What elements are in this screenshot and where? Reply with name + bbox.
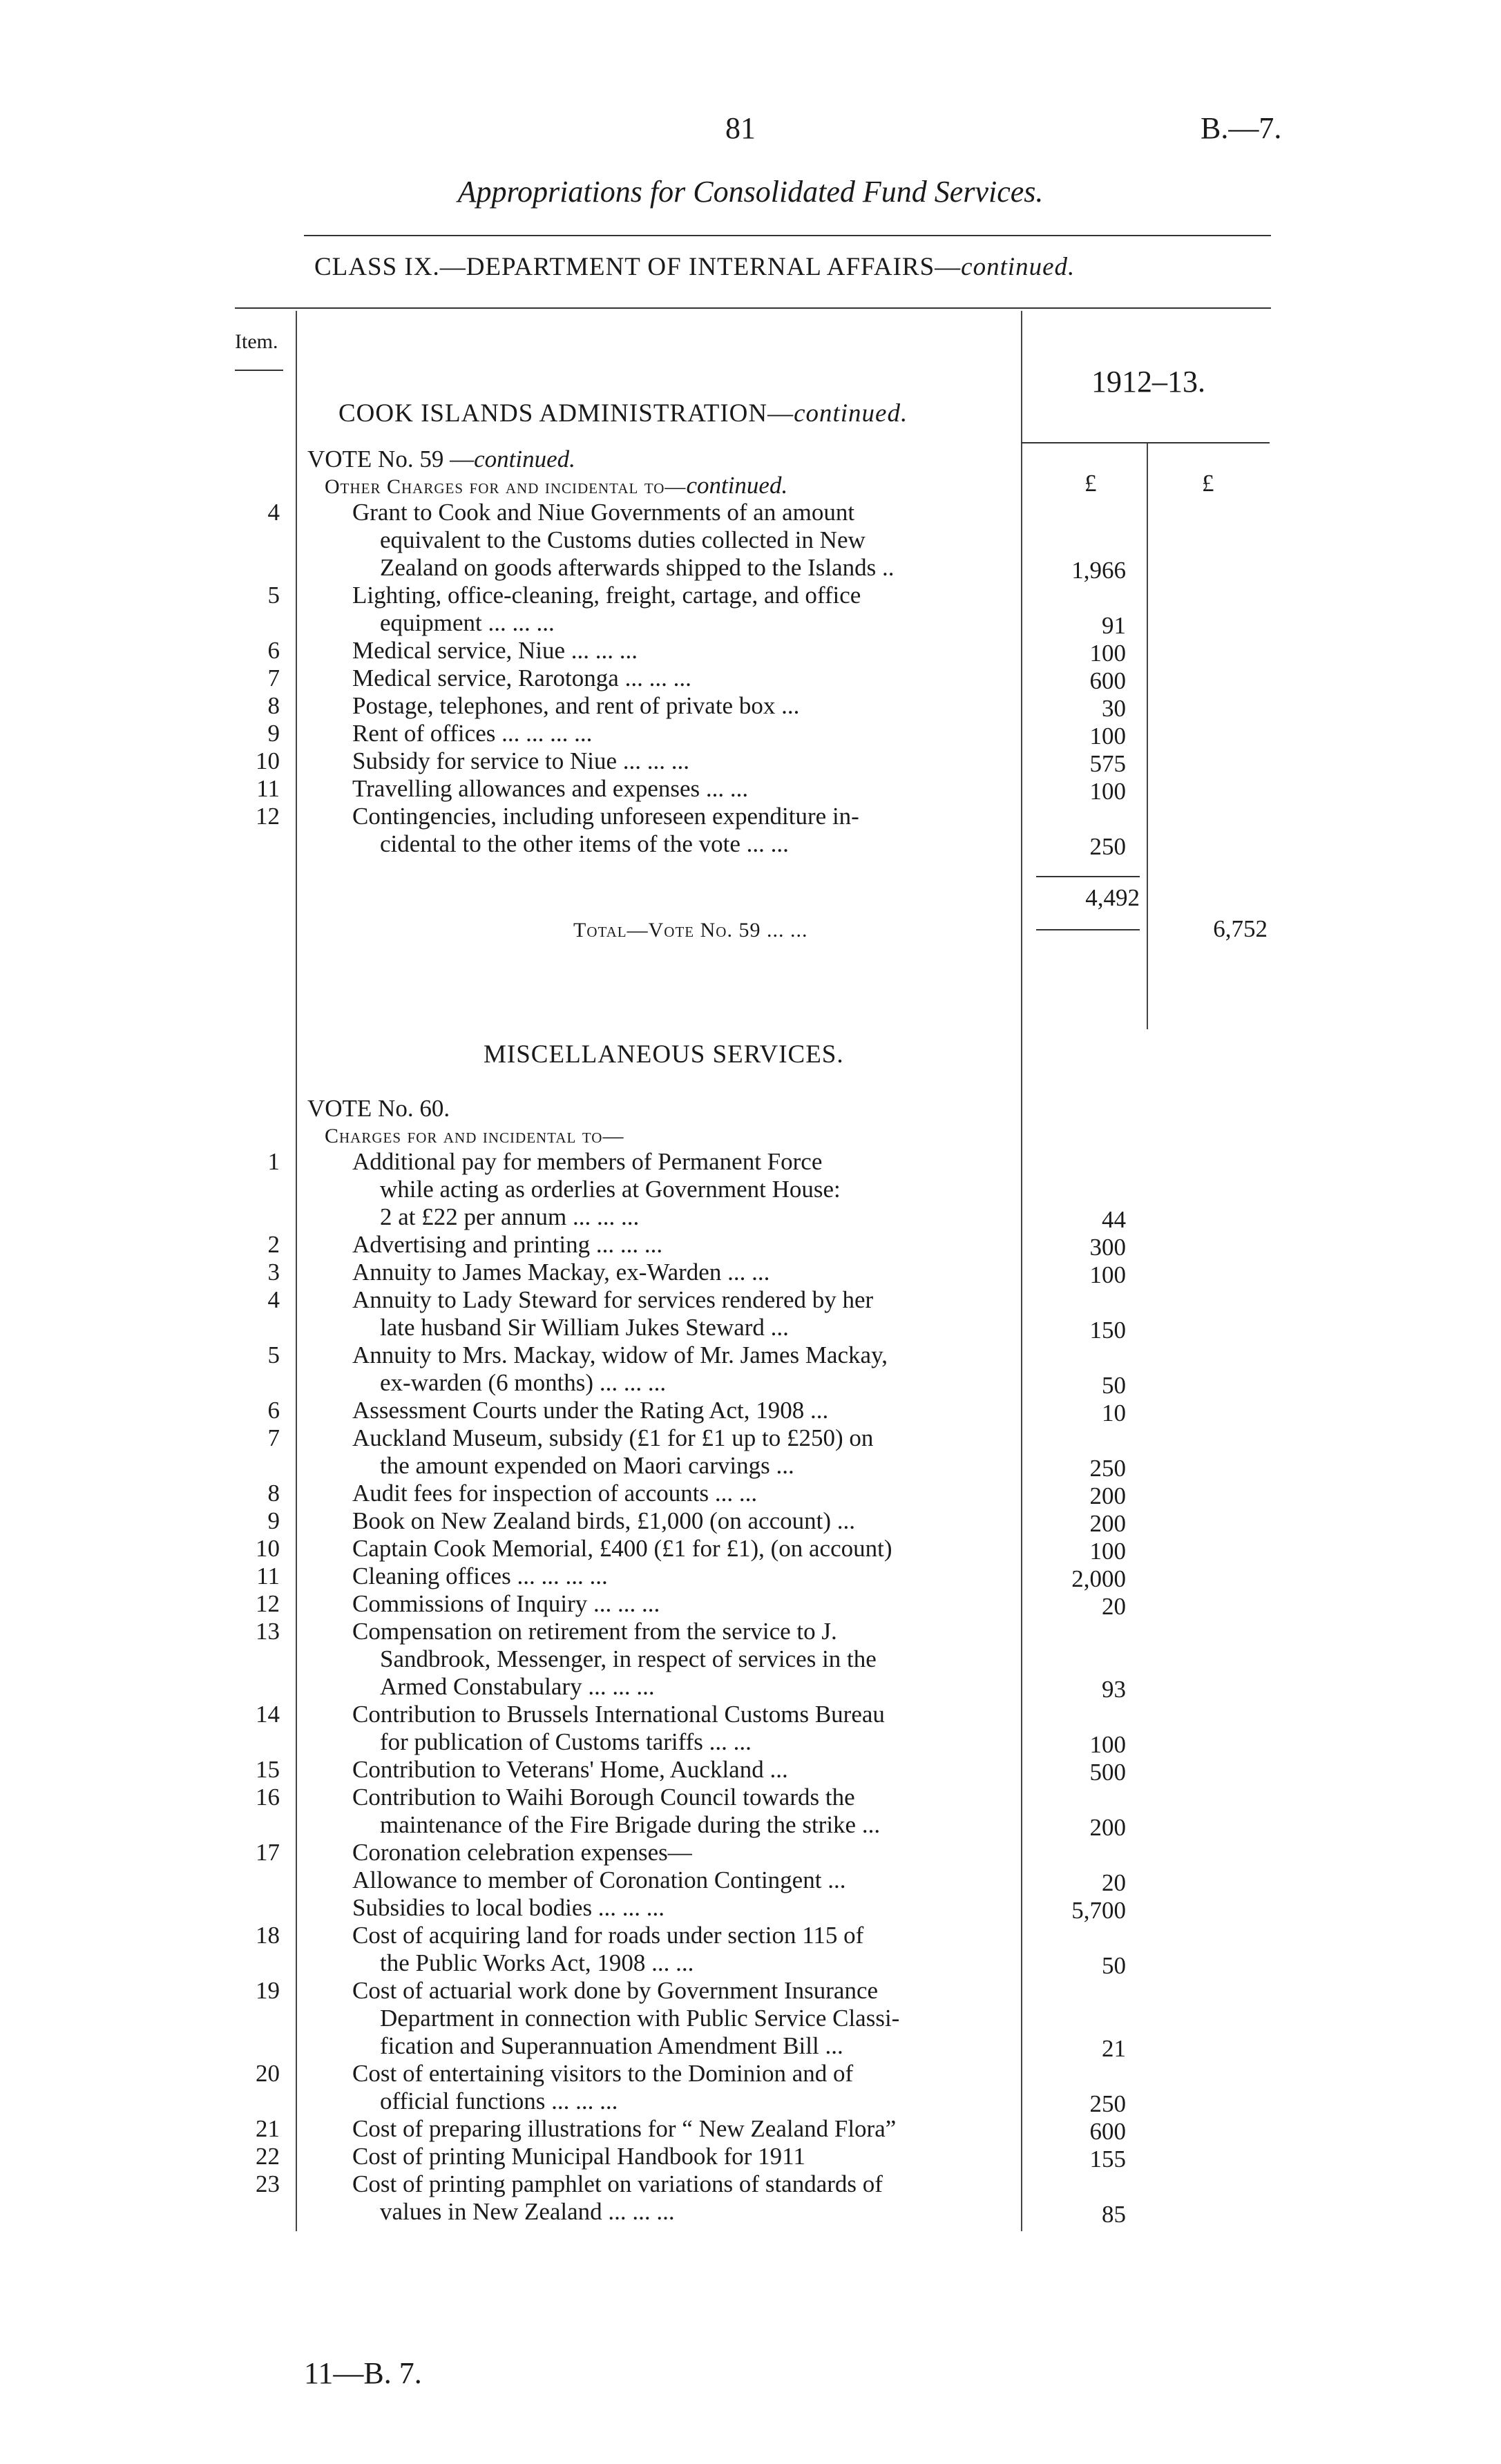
item-column-divider — [296, 311, 297, 2231]
item-amount: 155 — [1089, 2146, 1126, 2172]
misc-heading: MISCELLANEOUS SERVICES. — [484, 1040, 844, 1069]
item-description-line: Zealand on goods afterwards shipped to the Islands .. — [380, 554, 895, 581]
item-description-line: Cost of acquiring land for roads under section 115 of — [352, 1922, 864, 1949]
item-number: 18 — [256, 1922, 280, 1949]
item-description-line: Coronation celebration expenses— — [352, 1839, 692, 1866]
item-description-line: Cost of entertaining visitors to the Dominion and of — [352, 2060, 854, 2087]
item-number: 20 — [256, 2060, 280, 2087]
item-description-line: equivalent to the Customs duties collected in New — [380, 526, 866, 553]
item-number: 10 — [256, 1535, 280, 1562]
item-description-line: Contingencies, including unforeseen expenditure in- — [352, 803, 859, 830]
item-description-line: Travelling allowances and expenses ... ... — [352, 775, 749, 802]
item-description-line: Cost of printing pamphlet on variations of standards of — [352, 2170, 883, 2197]
item-number: 5 — [267, 582, 280, 609]
item-description-line: Book on New Zealand birds, £1,000 (on account) ... — [352, 1507, 856, 1534]
item-description-line: for publication of Customs tariffs ... ... — [380, 1728, 752, 1755]
item-amount: 575 — [1089, 750, 1126, 777]
item-description-line: Additional pay for members of Permanent Force — [352, 1148, 823, 1175]
year-rule — [1021, 442, 1270, 443]
class-heading — [314, 252, 1075, 282]
item-description-line: Rent of offices ... ... ... ... — [352, 720, 593, 747]
item-description-line: Postage, telephones, and rent of private box ... — [352, 692, 800, 719]
item-number: 13 — [256, 1618, 280, 1645]
title-rule — [304, 235, 1271, 236]
item-amount: 200 — [1089, 1482, 1126, 1509]
item-number: 6 — [267, 1397, 280, 1424]
page-title: Appropriations for Consolidated Fund Services. — [457, 175, 1044, 209]
cook-vote-label — [307, 446, 575, 473]
item-description-line: Annuity to Lady Steward for services rendered by her — [352, 1286, 874, 1313]
item-description-line: the Public Works Act, 1908 ... ... — [380, 1949, 694, 1976]
item-number: 11 — [256, 775, 280, 802]
item-number: 4 — [267, 1286, 280, 1313]
item-amount: 93 — [1102, 1676, 1126, 1703]
header-rule — [235, 307, 1271, 309]
item-amount: 30 — [1102, 695, 1126, 722]
item-description-line: Contribution to Veterans' Home, Auckland ... — [352, 1756, 788, 1783]
item-header-rule — [235, 370, 283, 371]
item-number: 7 — [267, 1424, 280, 1451]
cook-islands-heading-text: COOK ISLANDS ADMINISTRATION— — [338, 399, 794, 428]
item-number: 2 — [267, 1231, 280, 1258]
cook-vote-continued: continued. — [474, 446, 575, 472]
item-number: 9 — [267, 1507, 280, 1534]
item-description-line: fication and Superannuation Amendment Bill ... — [380, 2032, 843, 2059]
item-description-line: Department in connection with Public Service Classi- — [380, 2005, 900, 2032]
item-amount: 600 — [1089, 2118, 1126, 2145]
item-description-line: Sandbrook, Messenger, in respect of services in the — [380, 1645, 877, 1672]
item-amount: 200 — [1089, 1510, 1126, 1537]
item-amount: 44 — [1102, 1206, 1126, 1233]
cook-total-col2: 6,752 — [1213, 915, 1268, 942]
item-description-line: Cleaning offices ... ... ... ... — [352, 1563, 608, 1589]
pound-symbol-1: £ — [1084, 470, 1097, 497]
item-description-line: Advertising and printing ... ... ... — [352, 1231, 663, 1258]
cook-total-label — [573, 915, 807, 944]
item-amount: 50 — [1102, 1372, 1126, 1399]
misc-subheading — [325, 1121, 624, 1150]
item-description-line: Commissions of Inquiry ... ... ... — [352, 1590, 660, 1617]
cook-subtotal-rule — [1036, 876, 1140, 877]
item-description-line: while acting as orderlies at Government House: — [380, 1176, 841, 1203]
item-number: 4 — [267, 499, 280, 526]
item-number: 23 — [256, 2170, 280, 2197]
item-description-line: Compensation on retirement from the service to J. — [352, 1618, 837, 1645]
item-amount: 500 — [1089, 1759, 1126, 1786]
item-number: 15 — [256, 1756, 280, 1783]
cook-islands-heading — [338, 399, 908, 428]
item-amount: 250 — [1089, 1455, 1126, 1482]
item-amount: 85 — [1102, 2201, 1126, 2228]
page-number: 81 — [725, 111, 756, 145]
item-number: 3 — [267, 1259, 280, 1286]
item-amount: 100 — [1089, 1731, 1126, 1758]
item-description-line: ex-warden (6 months) ... ... ... — [380, 1369, 667, 1396]
item-description-line: Cost of printing Municipal Handbook for 1911 — [352, 2143, 805, 2170]
item-amount: 21 — [1102, 2035, 1126, 2062]
item-amount: 250 — [1089, 833, 1126, 860]
item-amount: 200 — [1089, 1814, 1126, 1841]
item-amount: 2,000 — [1071, 1565, 1126, 1592]
item-description-line: Contribution to Waihi Borough Council towards the — [352, 1784, 855, 1811]
footer-signature: 11—B. 7. — [304, 2356, 422, 2390]
item-amount: 100 — [1089, 723, 1126, 749]
item-amount: 100 — [1089, 778, 1126, 805]
item-number: 19 — [256, 1977, 280, 2004]
year-column-header: 1912–13. — [1091, 365, 1205, 399]
cook-total-col1: 4,492 — [1085, 884, 1140, 911]
item-description-line: Subsidies to local bodies ... ... ... — [352, 1894, 665, 1921]
item-number: 5 — [267, 1341, 280, 1368]
item-description-line: Contribution to Brussels International Customs Bureau — [352, 1701, 885, 1728]
item-description-line: Auckland Museum, subsidy (£1 for £1 up to £250) on — [352, 1424, 874, 1451]
item-number: 14 — [256, 1701, 280, 1728]
item-description-line: Medical service, Rarotonga ... ... ... — [352, 665, 691, 691]
cook-vote-text: VOTE No. 59 — — [307, 446, 475, 472]
item-description-line: Grant to Cook and Niue Governments of an amount — [352, 499, 855, 526]
item-number: 12 — [256, 803, 280, 830]
cook-subheading-continued: continued. — [686, 472, 788, 499]
misc-subheading-text: Charges for and incidental to— — [325, 1125, 624, 1147]
item-number: 1 — [267, 1148, 280, 1175]
item-description-line: Armed Constabulary ... ... ... — [380, 1673, 655, 1700]
item-description-line: Lighting, office-cleaning, freight, cartage, and office — [352, 582, 861, 609]
item-description-line: maintenance of the Fire Brigade during the strike ... — [380, 1811, 881, 1838]
item-column-header: Item. — [235, 330, 278, 353]
item-description-line: values in New Zealand ... ... ... — [380, 2198, 675, 2225]
class-heading-text: CLASS IX.—DEPARTMENT OF INTERNAL AFFAIRS— — [314, 253, 962, 281]
item-amount: 600 — [1089, 667, 1126, 694]
item-amount: 250 — [1089, 2090, 1126, 2117]
item-description-line: Cost of preparing illustrations for “ New Zealand Flora” — [352, 2115, 897, 2142]
item-number: 10 — [256, 747, 280, 774]
item-description-line: Subsidy for service to Niue ... ... ... — [352, 747, 689, 774]
misc-vote-label: VOTE No. 60. — [307, 1095, 450, 1122]
item-number: 6 — [267, 637, 280, 664]
cook-subheading — [325, 472, 787, 501]
item-number: 16 — [256, 1784, 280, 1811]
item-amount: 10 — [1102, 1400, 1126, 1426]
item-description-line: the amount expended on Maori carvings ... — [380, 1452, 794, 1479]
item-number: 8 — [267, 692, 280, 719]
cook-islands-heading-continued: continued. — [794, 399, 908, 428]
item-description-line: official functions ... ... ... — [380, 2088, 618, 2114]
item-amount: 100 — [1089, 640, 1126, 667]
cook-subheading-text: Other Charges for and incidental to— — [325, 475, 687, 498]
item-description-line: Allowance to member of Coronation Contingent ... — [352, 1866, 846, 1893]
class-heading-continued: continued. — [961, 253, 1075, 281]
item-amount: 20 — [1102, 1593, 1126, 1620]
item-number: 11 — [256, 1563, 280, 1589]
cook-total-text: Total—Vote No. 59 ... ... — [573, 919, 808, 942]
item-amount: 50 — [1102, 1952, 1126, 1979]
item-description-line: Medical service, Niue ... ... ... — [352, 637, 638, 664]
item-description-line: Annuity to Mrs. Mackay, widow of Mr. James Mackay, — [352, 1341, 888, 1368]
item-description-line: late husband Sir William Jukes Steward ... — [380, 1314, 789, 1341]
pound-symbol-2: £ — [1202, 470, 1214, 497]
item-number: 17 — [256, 1839, 280, 1866]
item-number: 12 — [256, 1590, 280, 1617]
item-description-line: cidental to the other items of the vote ... ... — [380, 830, 789, 857]
item-amount: 100 — [1089, 1538, 1126, 1565]
item-number: 9 — [267, 720, 280, 747]
item-number: 8 — [267, 1480, 280, 1507]
item-number: 7 — [267, 665, 280, 691]
item-amount: 91 — [1102, 612, 1126, 639]
item-description-line: equipment ... ... ... — [380, 609, 555, 636]
item-amount: 20 — [1102, 1869, 1126, 1896]
item-description-line: 2 at £22 per annum ... ... ... — [380, 1203, 640, 1230]
item-description-line: Assessment Courts under the Rating Act, 1908 ... — [352, 1397, 829, 1424]
item-description-line: Annuity to James Mackay, ex-Warden ... ... — [352, 1259, 770, 1286]
item-amount: 300 — [1089, 1234, 1126, 1261]
item-description-line: Audit fees for inspection of accounts ... ... — [352, 1480, 758, 1507]
cook-total-rule — [1036, 929, 1140, 930]
document-reference: B.—7. — [1201, 111, 1282, 145]
item-description-line: Captain Cook Memorial, £400 (£1 for £1), (on account) — [352, 1535, 892, 1562]
item-description-line: Cost of actuarial work done by Government Insurance — [352, 1977, 879, 2004]
item-amount: 5,700 — [1071, 1897, 1126, 1924]
item-number: 21 — [256, 2115, 280, 2142]
item-amount: 100 — [1089, 1261, 1126, 1288]
item-amount: 150 — [1089, 1317, 1126, 1344]
item-number: 22 — [256, 2143, 280, 2170]
item-amount: 1,966 — [1071, 557, 1126, 584]
amount-column-divider — [1147, 442, 1148, 1029]
